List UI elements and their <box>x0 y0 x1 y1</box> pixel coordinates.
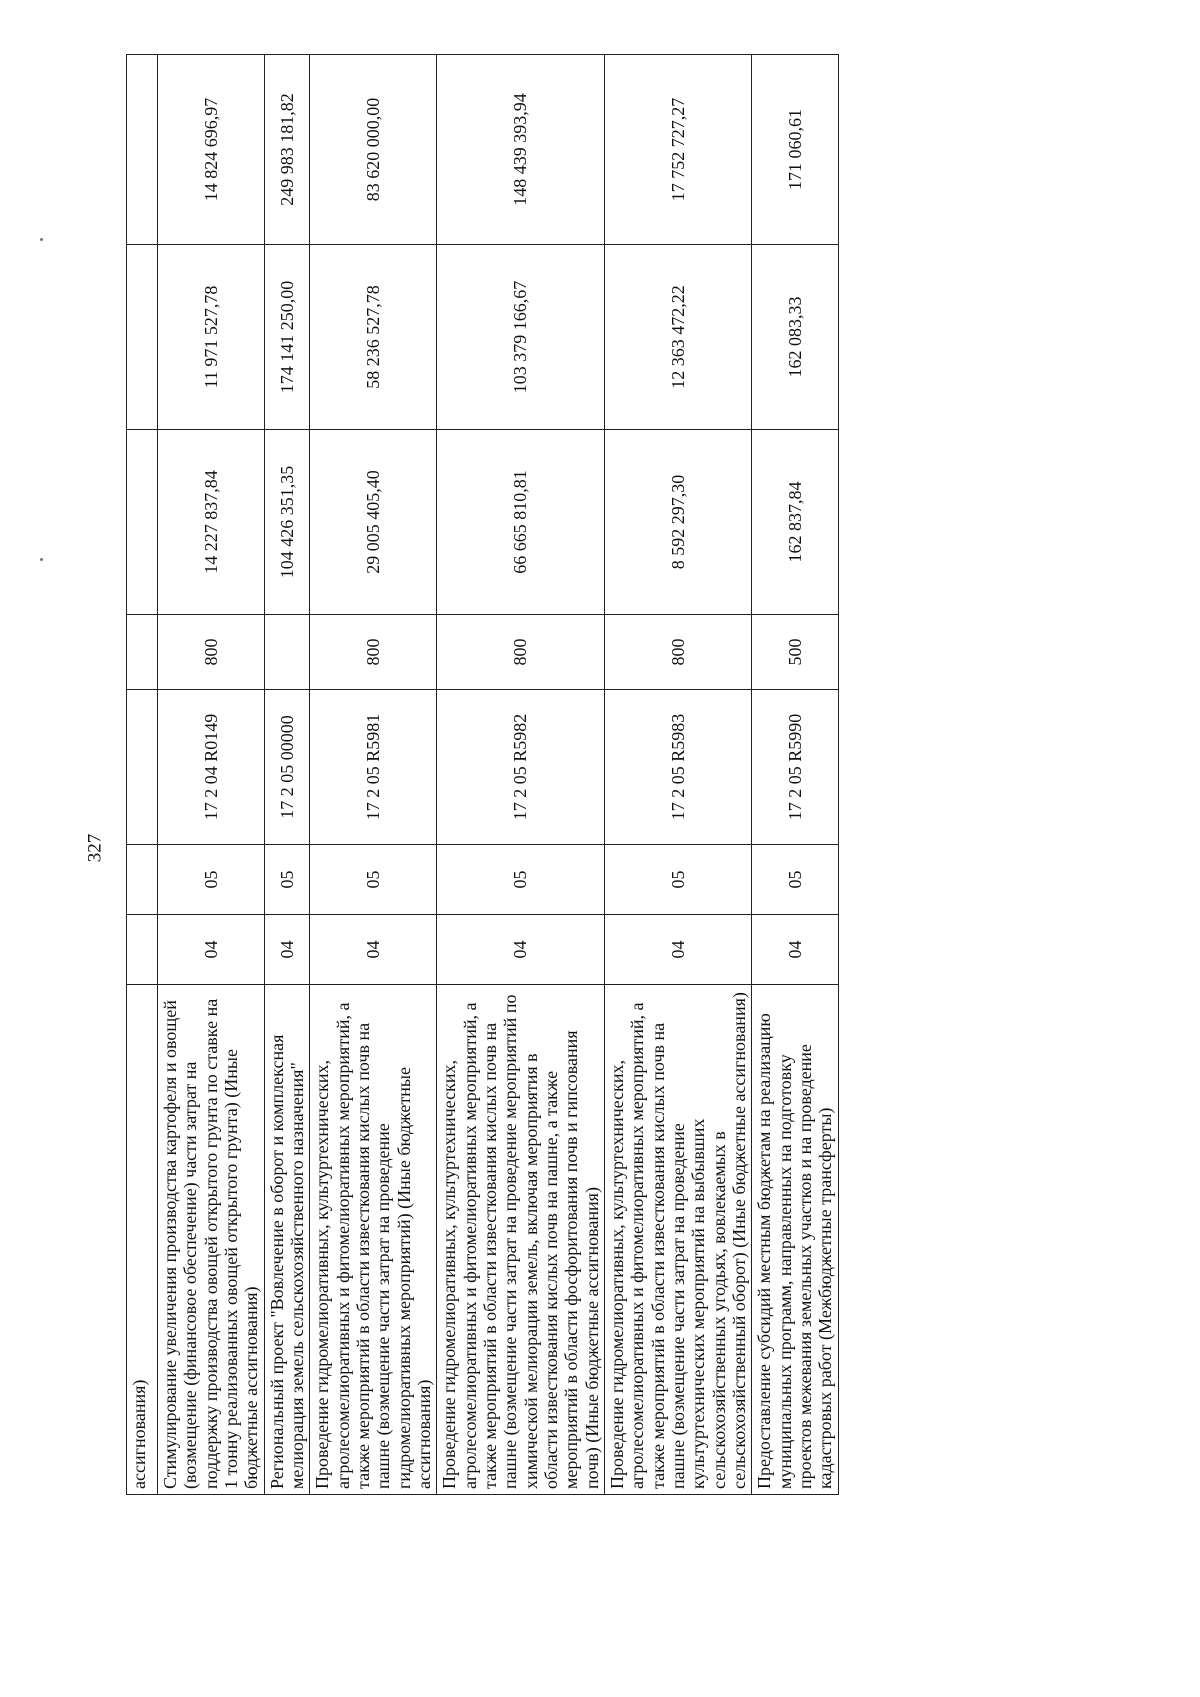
row-section: 04 <box>437 915 605 985</box>
row-amount-3: 17 752 727,27 <box>604 55 751 245</box>
table-row <box>158 55 265 1495</box>
row-amount-3: 148 439 393,94 <box>437 55 605 245</box>
row-description: Региональный проект "Вовлечение в оборот и комплексная мелиорация земель сельскохозяйственного назначения" <box>264 985 310 1495</box>
row-amount-2: 11 971 527,78 <box>158 245 265 430</box>
row-target-code: 17 2 05 R5982 <box>437 690 605 845</box>
row-expense-type: 800 <box>437 615 605 690</box>
row-amount-1: 14 227 837,84 <box>158 430 265 615</box>
row-expense-type: 800 <box>310 615 437 690</box>
row-amount-2: 58 236 527,78 <box>310 245 437 430</box>
row-amount-3: 14 824 696,97 <box>158 55 265 245</box>
row-section: 04 <box>264 915 310 985</box>
row-section: 04 <box>310 915 437 985</box>
row-section: 04 <box>752 915 838 985</box>
row-subsection: 05 <box>264 845 310 915</box>
row-amount-1: 104 426 351,35 <box>264 430 310 615</box>
row-target-code: 17 2 05 R5990 <box>752 690 838 845</box>
row-description: Предоставление субсидий местным бюджетам на реализацию муниципальных программ, направленных на подготовку проектов межевания земельных участков и на проведение кадастровых работ (Межбюджетные трансферты) <box>752 985 838 1495</box>
row-amount-1: 29 005 405,40 <box>310 430 437 615</box>
row-amount-3: 249 983 181,82 <box>264 55 310 245</box>
table-row <box>604 55 751 1495</box>
table-row <box>437 55 605 1495</box>
row-expense-type: 500 <box>752 615 838 690</box>
row-target-code: 17 2 05 R5981 <box>310 690 437 845</box>
row-amount-2: 162 083,33 <box>752 245 838 430</box>
scan-speck <box>40 558 43 561</box>
budget-table <box>126 54 839 1495</box>
row-amount-1: 162 837,84 <box>752 430 838 615</box>
row-amount-1: 8 592 297,30 <box>604 430 751 615</box>
row-amount-3: 83 620 000,00 <box>310 55 437 245</box>
table-row <box>264 55 310 1495</box>
row-amount-2: 103 379 166,67 <box>437 245 605 430</box>
row-amount-1: 66 665 810,81 <box>437 430 605 615</box>
row-target-code: 17 2 04 R0149 <box>158 690 265 845</box>
page-number: 327 <box>84 833 106 863</box>
row-subsection: 05 <box>158 845 265 915</box>
row-amount-2: 174 141 250,00 <box>264 245 310 430</box>
row-amount-2: 12 363 472,22 <box>604 245 751 430</box>
row-amount-3: 171 060,61 <box>752 55 838 245</box>
table-row-continuation <box>127 55 158 1495</box>
row-section: 04 <box>158 915 265 985</box>
row-expense-type <box>264 615 310 690</box>
continuation-cell: ассигнования) <box>127 985 158 1495</box>
budget-table-rotated <box>126 55 1071 1495</box>
row-description: Проведение гидромелиоративных, культуртехнических, агролесомелиоративных и фитомелиоративных мероприятий, а также мероприятий в области известкования кислых почв на пашне (возмещение части затрат на проведение мероприятий по химической мелиорации земель, включая мероприятия в области известкования кислых почв на пашне, а также мероприятий в области фосфоритования почв и гипсования почв) (Иные бюджетные ассигнования) <box>437 985 605 1495</box>
row-subsection: 05 <box>437 845 605 915</box>
row-subsection: 05 <box>310 845 437 915</box>
row-expense-type: 800 <box>158 615 265 690</box>
table-row <box>310 55 437 1495</box>
row-subsection: 05 <box>604 845 751 915</box>
row-description: Проведение гидромелиоративных, культуртехнических, агролесомелиоративных и фитомелиоративных мероприятий, а также мероприятий в области известкования кислых почв на пашне (возмещение части затрат на проведение гидромелиоративных мероприятий) (Иные бюджетные ассигнования) <box>310 985 437 1495</box>
scan-speck <box>40 238 43 241</box>
row-target-code: 17 2 05 00000 <box>264 690 310 845</box>
table-row <box>752 55 838 1495</box>
row-section: 04 <box>604 915 751 985</box>
row-description: Стимулирование увеличения производства картофеля и овощей (возмещение (финансовое обеспечение) части затрат на поддержку производства овощей открытого грунта по ставке на 1 тонну реализованных овощей открытого грунта) (Иные бюджетные ассигнования) <box>158 985 265 1495</box>
row-subsection: 05 <box>752 845 838 915</box>
table-body <box>127 55 839 1495</box>
row-description: Проведение гидромелиоративных, культуртехнических, агролесомелиоративных и фитомелиоративных мероприятий, а также мероприятий в области известкования кислых почв на пашне (возмещение части затрат на проведение культуртехнических мероприятий на выбывших сельскохозяйственных угодьях, вовлекаемых в сельскохозяйственный оборот) (Иные бюджетные ассигнования) <box>604 985 751 1495</box>
row-expense-type: 800 <box>604 615 751 690</box>
row-target-code: 17 2 05 R5983 <box>604 690 751 845</box>
